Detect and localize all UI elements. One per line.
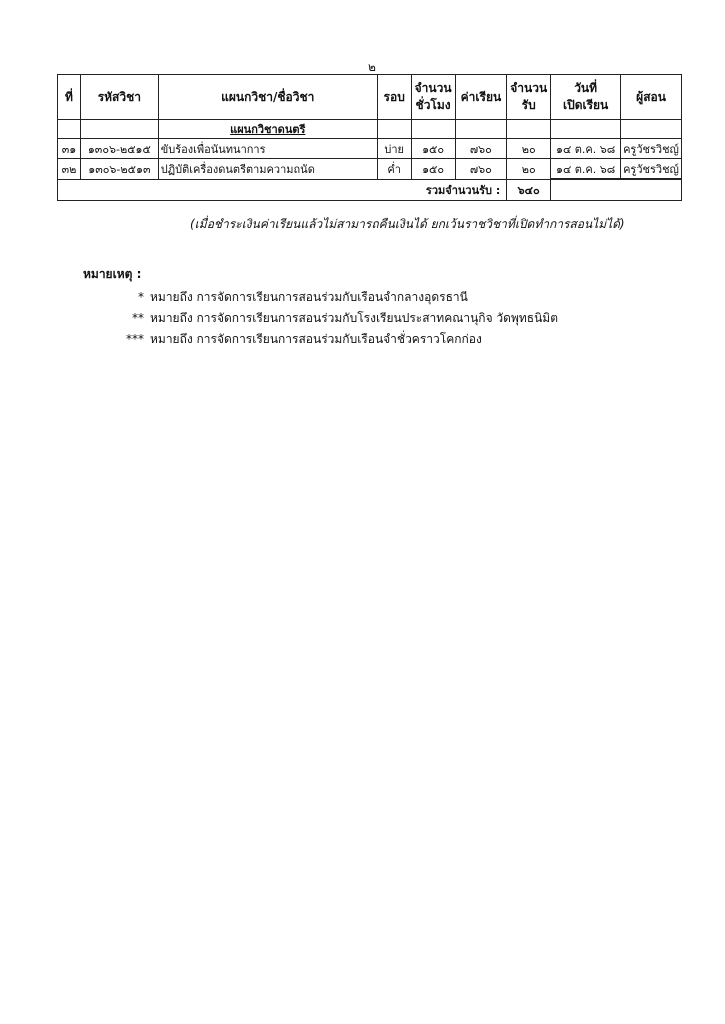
table-row <box>58 139 682 159</box>
header-hours <box>411 75 455 120</box>
header-subject: แผนกวิชา/ชื่อวิชา <box>158 75 377 120</box>
refund-note: (เมื่อชำระเงินค่าเรียนแล้วไม่สามารถคืนเงินได้ ยกเว้นราชวิชาที่เปิดทำการสอนไม่ได้) <box>190 217 625 231</box>
header-date-line2: เปิดเรียน <box>562 98 609 112</box>
row-seats: ๒๐ <box>507 159 551 180</box>
row-round: บ่าย <box>377 139 411 159</box>
remark-text: หมายถึง การจัดการเรียนการสอนร่วมกับเรือนจำชั่วคราวโคกก่อง <box>150 332 482 346</box>
remark-mark: *** <box>126 332 144 346</box>
header-seats-line2: รับ <box>521 98 536 112</box>
page-number: ๒ <box>368 60 376 74</box>
row-subject: ปฏิบัติเครื่องดนตรีตามความถนัด <box>158 159 377 180</box>
header-teacher: ผู้สอน <box>621 75 682 120</box>
row-no: ๓๑ <box>58 139 81 159</box>
row-code: ๑๓๐๖-๒๕๑๕ <box>80 139 158 159</box>
table-header-row <box>58 75 682 120</box>
total-value: ๖๔๐ <box>507 179 551 201</box>
remark-text: หมายถึง การจัดการเรียนการสอนร่วมกับเรือนจำกลางอุดรธานี <box>150 290 468 304</box>
row-teacher: ครูวัชรวิชญ์ <box>621 159 682 180</box>
row-fee: ๗๖๐ <box>455 159 507 180</box>
remark-mark: ** <box>132 311 144 325</box>
header-seats <box>507 75 551 120</box>
header-seats-line1: จำนวน <box>510 81 548 95</box>
row-date: ๑๔ ต.ค. ๖๘ <box>551 159 621 180</box>
row-teacher: ครูวัชรวิชญ์ <box>621 139 682 159</box>
total-row <box>58 179 682 201</box>
header-code: รหัสวิชา <box>80 75 158 120</box>
remark-mark: * <box>138 290 144 304</box>
department-row <box>58 120 682 139</box>
row-round: ค่ำ <box>377 159 411 180</box>
row-seats: ๒๐ <box>507 139 551 159</box>
remark-item <box>104 330 482 349</box>
row-hours: ๑๕๐ <box>411 139 455 159</box>
header-hours-line2: ชั่วโมง <box>415 98 451 112</box>
row-date: ๑๔ ต.ค. ๖๘ <box>551 139 621 159</box>
table-row <box>58 159 682 180</box>
header-round: รอบ <box>377 75 411 120</box>
header-date <box>551 75 621 120</box>
department-label: แผนกวิชาดนตรี <box>158 120 377 139</box>
remark-item <box>104 309 558 328</box>
row-subject: ขับร้องเพื่อนันทนาการ <box>158 139 377 159</box>
remark-text: หมายถึง การจัดการเรียนการสอนร่วมกับโรงเรียนประสาทคณานุกิจ วัดพุทธนิมิต <box>150 311 558 325</box>
header-date-line1: วันที่ <box>574 81 598 95</box>
row-no: ๓๒ <box>58 159 81 180</box>
remark-item <box>104 288 468 307</box>
row-hours: ๑๕๐ <box>411 159 455 180</box>
course-table <box>57 74 682 201</box>
row-code: ๑๓๐๖-๒๕๑๓ <box>80 159 158 180</box>
remarks-title: หมายเหตุ : <box>83 267 142 281</box>
header-fee: ค่าเรียน <box>455 75 507 120</box>
header-hours-line1: จำนวน <box>414 81 452 95</box>
total-label: รวมจำนวนรับ : <box>58 179 507 201</box>
header-no: ที่ <box>58 75 81 120</box>
row-fee: ๗๖๐ <box>455 139 507 159</box>
total-spacer <box>551 179 682 201</box>
